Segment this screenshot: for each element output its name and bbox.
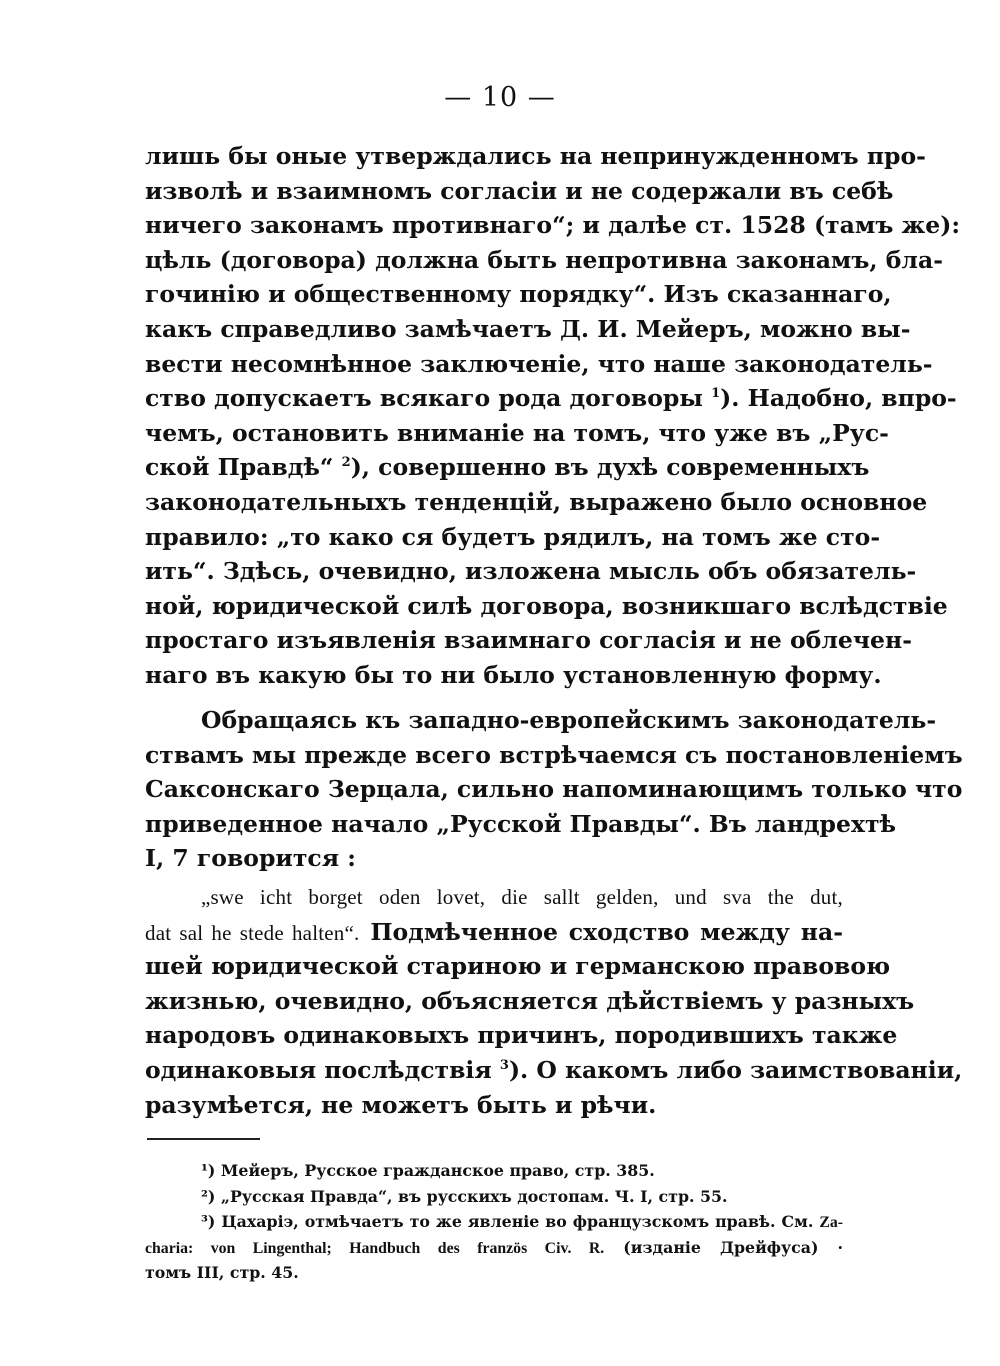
text-line: правило: „то како ся будетъ рядилъ, на томъ же сто- xyxy=(145,522,881,551)
footnote-2 xyxy=(145,1184,843,1210)
text-line: лишь бы оные утверждались на непринужденномъ про- xyxy=(145,142,926,170)
quote-line: „swe icht borget oden lovet, die sallt gelden, und sva the dut, xyxy=(201,885,843,909)
text-segment: Подмѣченное сходство между на- xyxy=(370,917,843,946)
footnote-divider xyxy=(147,1138,260,1140)
text-line: ничего законамъ противнаго“; и далѣе ст. 1528 (тамъ же): xyxy=(145,211,961,240)
footnote-3 xyxy=(145,1209,843,1235)
footnote-3-cont: томъ III, стр. 45. xyxy=(145,1263,299,1283)
text-line: какъ справедливо замѣчаетъ Д. И. Мейеръ, можно вы- xyxy=(145,314,911,343)
text-line: приведенное начало „Русской Правды“. Въ ландрехтѣ xyxy=(145,809,897,838)
text-segment: ), совершенно въ духѣ современныхъ xyxy=(350,453,870,482)
text-line xyxy=(145,381,957,416)
quote-line: dat sal he stede halten“. xyxy=(145,920,360,945)
text-line: наго въ какую бы то ни было установленную форму. xyxy=(145,660,882,689)
footnote-text: „Русская Правда“, въ русскихъ достопам. Ч. I, стр. 55. xyxy=(220,1186,728,1206)
text-line: изволѣ и взаимномъ согласіи и не содержали въ себѣ xyxy=(145,176,894,205)
text-line: цѣль (договора) должна быть непротивна законамъ, бла- xyxy=(145,245,943,274)
text-line: законодательныхъ тенденцій, выражено было основное xyxy=(145,487,928,516)
footnote-ref-3: 3 xyxy=(499,1058,509,1074)
text-segment: ). Надобно, впро- xyxy=(720,384,957,413)
text-line: ить“. Здѣсь, очевидно, изложена мысль объ обязатель- xyxy=(145,557,917,586)
text-line: Обращаясь къ западно-европейскимъ законодатель- xyxy=(201,706,937,734)
footnote-1 xyxy=(145,1158,843,1184)
paragraph-2 xyxy=(145,703,963,876)
text-line xyxy=(145,450,870,485)
text-line: жизнью, очевидно, объясняется дѣйствіемъ у разныхъ xyxy=(145,986,915,1015)
footnote-marker: ³) xyxy=(201,1212,216,1232)
footnote-ref-1: 1 xyxy=(711,386,721,402)
text-line: I, 7 говорится : xyxy=(145,844,356,873)
footnotes xyxy=(145,1158,843,1286)
footnote-ref-2: 2 xyxy=(341,455,351,471)
text-line: народовъ одинаковыхъ причинъ, породившихъ также xyxy=(145,1021,898,1050)
text-line xyxy=(145,1053,963,1088)
text-line: вести несомнѣнное заключеніе, что наше законодатель- xyxy=(145,349,933,378)
text-line: гочинію и общественному порядку“. Изъ сказаннаго, xyxy=(145,280,892,309)
text-line: чемъ, остановить вниманіе на томъ, что уже въ „Рус- xyxy=(145,418,889,447)
text-line: ствамъ мы прежде всего встрѣчаемся съ постановленіемъ xyxy=(145,740,963,769)
text-line: шей юридической стариною и германскою правовою xyxy=(145,952,891,981)
page-number: — 10 — xyxy=(444,82,556,113)
text-line xyxy=(145,915,843,950)
footnote-text: Цахаріэ, отмѣчаетъ то же явленіе во французскомъ правѣ. См. xyxy=(221,1212,814,1232)
text-segment: ство допускаетъ всякаго рода договоры xyxy=(145,384,703,413)
text-segment: ской Правдѣ“ xyxy=(145,453,334,482)
footnote-marker: ¹) xyxy=(201,1161,216,1180)
footnote-text: Za- xyxy=(819,1214,844,1232)
text-segment: одинаковыя послѣдствія xyxy=(145,1055,492,1084)
text-line: простаго изъявленія взаимнаго согласія и не облечен- xyxy=(145,626,912,655)
footnote-3-cont xyxy=(145,1235,843,1261)
paragraph-1 xyxy=(145,139,961,693)
paragraph-3 xyxy=(145,880,963,1122)
text-line: Саксонскаго Зерцала, сильно напоминающимъ только что xyxy=(145,775,963,804)
text-segment: ). О какомъ либо заимствованіи, xyxy=(508,1055,963,1084)
footnote-marker: ²) xyxy=(201,1186,216,1206)
text-line: ной, юридической силѣ договора, возникшаго вслѣдствіе xyxy=(145,591,948,620)
footnote-text: Мейеръ, Русское гражданское право, стр. 385. xyxy=(220,1161,655,1180)
footnote-text: charia: von Lingenthal; Handbuch des französ Civ. R. xyxy=(145,1239,605,1257)
text-line: разумѣется, не можетъ быть и рѣчи. xyxy=(145,1090,657,1119)
footnote-text: (изданіе Дрейфуса) · xyxy=(623,1237,843,1257)
